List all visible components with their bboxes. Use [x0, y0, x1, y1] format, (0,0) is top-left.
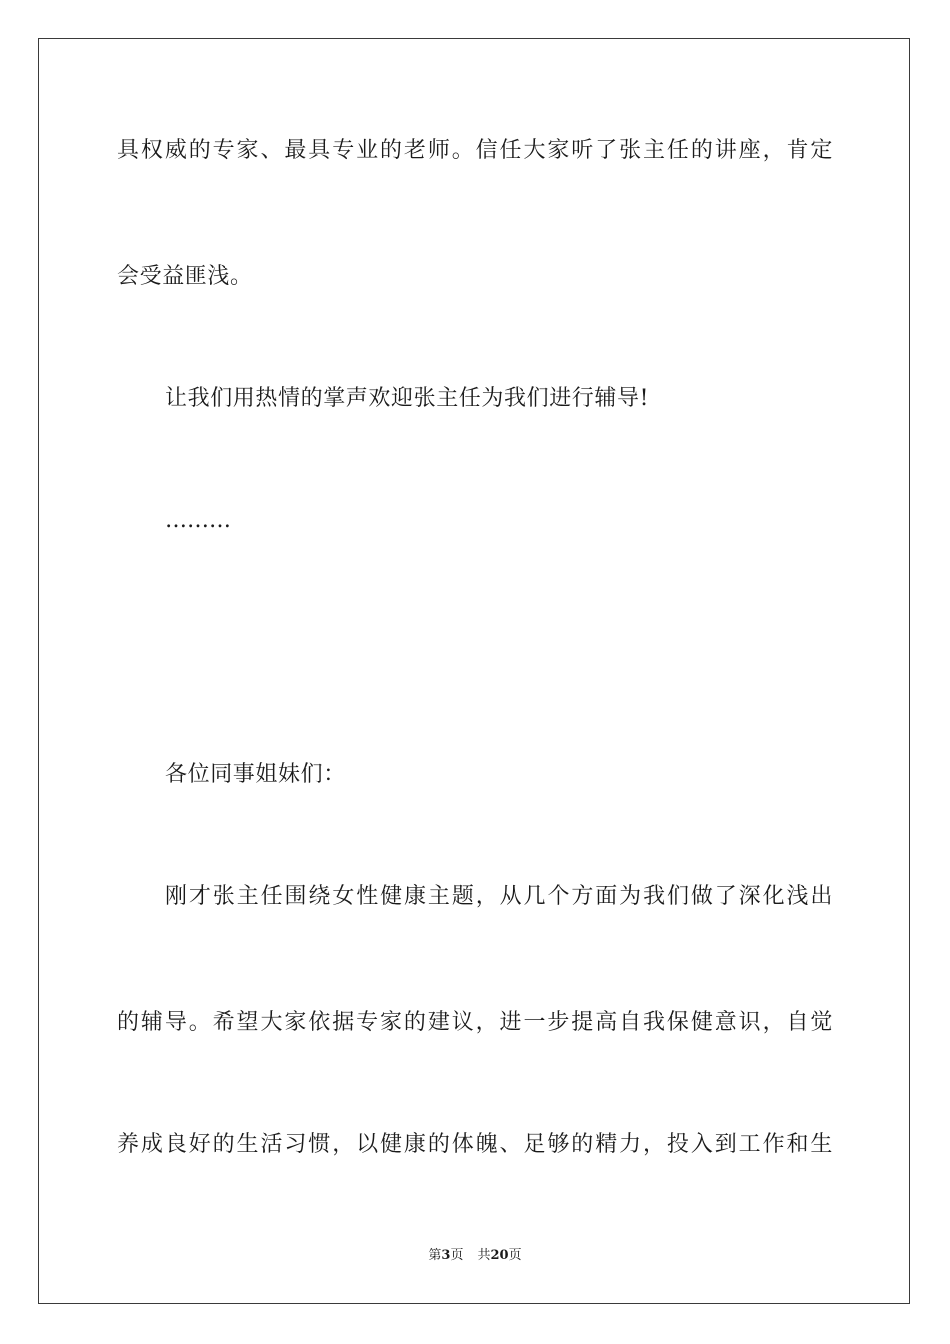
page-footer — [0, 1247, 950, 1265]
ellipsis-line: ……… — [165, 508, 231, 533]
page-border — [38, 38, 910, 1304]
text-line: 让我们用热情的掌声欢迎张主任为我们进行辅导! — [165, 386, 650, 411]
text-line: 刚才张主任围绕女性健康主题，从几个方面为我们做了深化浅出 — [165, 884, 833, 909]
total-pages: 20 — [490, 1248, 509, 1263]
text-line: 的辅导。希望大家依据专家的建议，进一步提高自我保健意识，自觉 — [117, 1010, 833, 1035]
text-line: 会受益匪浅。 — [117, 264, 253, 289]
page-prefix: 第 — [428, 1248, 442, 1263]
total-prefix: 共 — [477, 1248, 491, 1263]
text-line: 具权威的专家、最具专业的老师。信任大家听了张主任的讲座，肯定 — [117, 138, 833, 163]
salutation-line: 各位同事姐妹们： — [165, 762, 346, 787]
page-suffix: 页 — [450, 1248, 464, 1263]
total-suffix: 页 — [508, 1248, 522, 1263]
text-line: 养成良好的生活习惯，以健康的体魄、足够的精力，投入到工作和生 — [117, 1132, 833, 1157]
page-number: 3 — [441, 1248, 451, 1263]
